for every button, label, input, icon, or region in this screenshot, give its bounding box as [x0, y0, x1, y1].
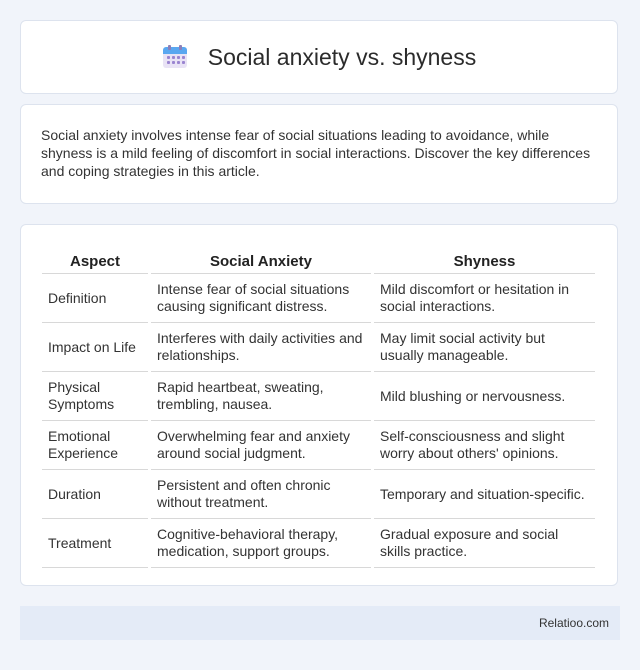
social-anxiety-cell: Persistent and often chronic without treatment.	[151, 470, 371, 519]
shyness-cell: Gradual exposure and social skills practice.	[374, 519, 595, 568]
social-anxiety-cell: Intense fear of social situations causing significant distress.	[151, 274, 371, 323]
shyness-cell: Mild blushing or nervousness.	[374, 372, 595, 421]
column-header-shyness: Shyness	[374, 244, 595, 274]
column-header-social-anxiety: Social Anxiety	[151, 244, 371, 274]
social-anxiety-cell: Cognitive-behavioral therapy, medication, support groups.	[151, 519, 371, 568]
table-row	[42, 372, 595, 421]
shyness-cell: Temporary and situation-specific.	[374, 470, 595, 519]
table-row	[42, 323, 595, 372]
aspect-cell: Treatment	[42, 519, 148, 568]
social-anxiety-cell: Overwhelming fear and anxiety around social judgment.	[151, 421, 371, 470]
table-header-row	[42, 244, 595, 274]
social-anxiety-cell: Rapid heartbeat, sweating, trembling, nausea.	[151, 372, 371, 421]
aspect-cell: Emotional Experience	[42, 421, 148, 470]
table-row	[42, 421, 595, 470]
page-title: Social anxiety vs. shyness	[207, 43, 477, 70]
table-row	[42, 274, 595, 323]
shyness-cell: May limit social activity but usually manageable.	[374, 323, 595, 372]
calendar-icon	[162, 44, 188, 70]
comparison-table-card	[20, 224, 618, 586]
shyness-cell: Self-consciousness and slight worry about others' opinions.	[374, 421, 595, 470]
social-anxiety-cell: Interferes with daily activities and relationships.	[151, 323, 371, 372]
footer-bar	[20, 606, 620, 640]
table-row	[42, 470, 595, 519]
shyness-cell: Mild discomfort or hesitation in social interactions.	[374, 274, 595, 323]
aspect-cell: Impact on Life	[42, 323, 148, 372]
table-row	[42, 519, 595, 568]
intro-text: Social anxiety involves intense fear of social situations leading to avoidance, while shyness is a mild feeling of discomfort in social interactions. Discover the key differences and coping strategies in this article.	[41, 127, 591, 179]
comparison-table	[39, 244, 598, 568]
footer-brand-link[interactable]: Relatioo.com	[538, 616, 609, 630]
intro-card	[20, 104, 618, 204]
aspect-cell: Physical Symptoms	[42, 372, 148, 421]
aspect-cell: Definition	[42, 274, 148, 323]
title-card	[20, 20, 618, 94]
aspect-cell: Duration	[42, 470, 148, 519]
column-header-aspect: Aspect	[42, 244, 148, 274]
